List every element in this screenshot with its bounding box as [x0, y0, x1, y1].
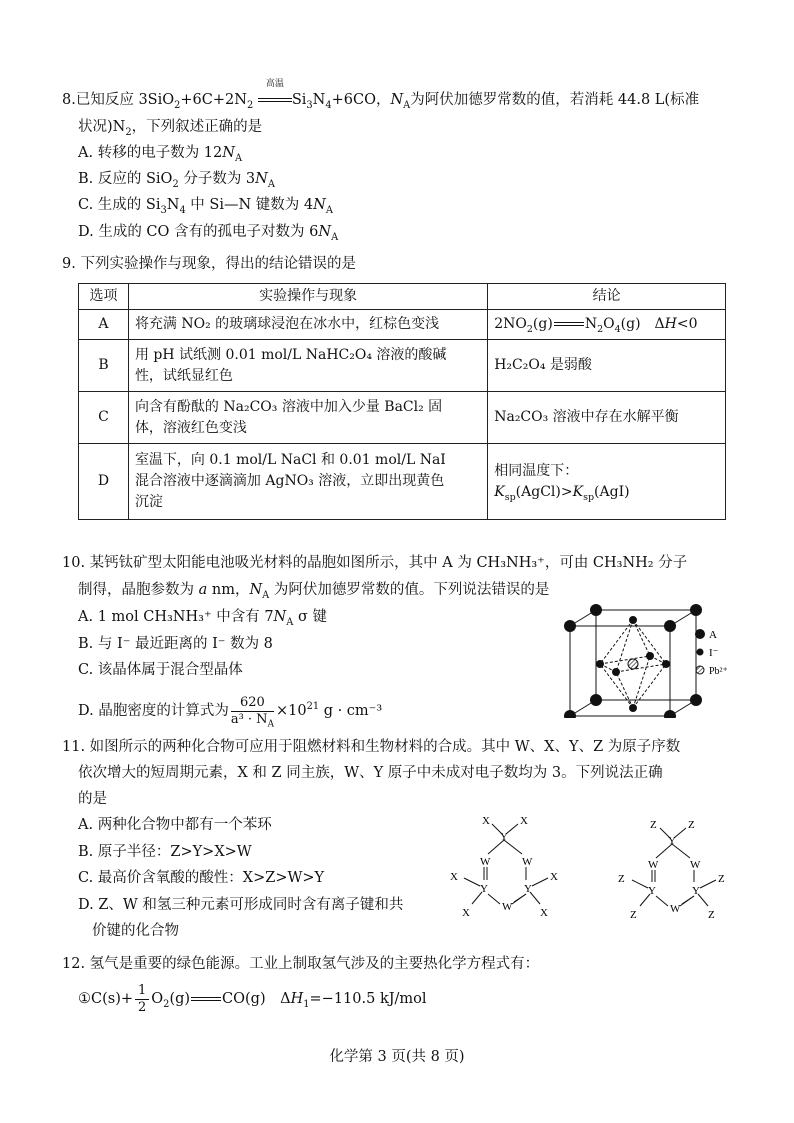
svg-text:W: W [670, 903, 681, 915]
row-c-operation: 向含有酚酞的 Na₂CO₃ 溶液中加入少量 BaCl₂ 固 体，溶液红色变浅 [128, 392, 487, 444]
page-footer: 化学第 3 页(共 8 页) [329, 1049, 465, 1065]
row-a-option: A [79, 310, 129, 340]
q11-option-c: C. 最高价含氧酸的酸性：X>Z>W>Y [78, 870, 325, 886]
legend-lead: Pb²⁺ [709, 666, 728, 677]
row-a-conclusion: $2NO_2(g)$ $N_2O_4(g)$ ΔH<0 [488, 310, 726, 340]
ring-compound-z [610, 818, 740, 926]
q10-option-d: D. 晶胞密度的计算式为 $\frac{620}{a^3 \cdot N_A}$ $\times 10^{21}$ g · cm⁻³ [78, 694, 383, 730]
legend-iodide: I⁻ [709, 647, 719, 659]
q8-option-d: D. 生成的 CO 含有的孤电子对数为 $6N_A$ [78, 224, 339, 243]
crystal-cell-diagram [556, 598, 736, 718]
half-fraction: $\frac{1}{2}$ [135, 983, 149, 1016]
svg-text:Z: Z [718, 873, 725, 885]
q8-line1: 8.已知反应 $3SiO_2+6C+2N_2$ 高温 $Si_3N_4+6CO$，$N_A$为阿伏加德罗常数的值，若消耗 44.8 L(标准 [62, 79, 700, 111]
svg-text:X: X [540, 907, 548, 919]
header-operation: 实验操作与现象 [128, 284, 487, 310]
row-b-operation: 用 pH 试纸测 0.01 mol/L NaHC₂O₄ 溶液的酸碱 性，试纸显红色 [128, 340, 487, 392]
q12-equation-1: ①C(s)+ $\frac{1}{2}$ $O_2(g)$ CO(g) $\Delta H_1=-110.5$ kJ/mol [78, 982, 427, 1015]
row-c-option: C [79, 392, 129, 444]
svg-text:Y: Y [524, 883, 532, 895]
q8-option-a: A. 转移的电子数为 $12N_A$ [78, 145, 243, 164]
svg-text:Z: Z [630, 909, 637, 921]
q11-line3: 的是 [78, 791, 107, 807]
table-header-row [79, 284, 726, 310]
q9-table [78, 283, 726, 520]
q11-option-d-line2: 价键的化合物 [92, 923, 179, 939]
svg-text:W: W [522, 856, 533, 868]
lead-atom [628, 659, 638, 669]
q10-option-a: A. 1 mol CH₃NH₃⁺ 中含有 $7N_A$ σ 键 [78, 609, 327, 628]
q8-line2: 状况)$N_2$，下列叙述正确的是 [78, 119, 263, 138]
q10-option-c: C. 该晶体属于混合型晶体 [78, 662, 243, 678]
q11-option-b: B. 原子半径：Z>Y>X>W [78, 844, 252, 860]
reaction-arrow: 高温 [258, 90, 292, 110]
table-row [79, 310, 726, 340]
svg-text:W: W [502, 901, 513, 913]
svg-text:Z: Z [688, 819, 695, 831]
svg-text:W: W [690, 859, 701, 871]
svg-text:X: X [482, 815, 490, 827]
q11-option-a: A. 两种化合物中都有一个苯环 [78, 817, 272, 833]
svg-text:Y: Y [668, 835, 676, 847]
table-row [79, 444, 726, 520]
header-option: 选项 [79, 284, 129, 310]
svg-text:Z: Z [618, 873, 625, 885]
table-row [79, 392, 726, 444]
q10-line2: 制得，晶胞参数为 a nm，$N_A$ 为阿伏加德罗常数的值。下列说法错误的是 [78, 582, 550, 601]
svg-text:W: W [648, 859, 659, 871]
row-d-option: D [79, 444, 129, 520]
q11-line2: 依次增大的短周期元素，X 和 Z 同主族，W、Y 原子中未成对电子数均为 3。下列说法正确 [78, 765, 663, 781]
svg-text:Z: Z [650, 819, 657, 831]
q10-line1: 10. 某钙钛矿型太阳能电池吸光材料的晶胞如图所示，其中 A 为 CH₃NH₃⁺，可由 CH₃NH₂ 分子 [62, 555, 688, 571]
svg-text:X: X [520, 815, 528, 827]
q10-option-b: B. 与 I⁻ 最近距离的 I⁻ 数为 8 [78, 636, 273, 652]
svg-text:X: X [462, 907, 470, 919]
svg-text:W: W [480, 856, 491, 868]
svg-text:Y: Y [692, 885, 700, 897]
q9-stem: 9. 下列实验操作与现象，得出的结论错误的是 [62, 256, 356, 272]
row-c-conclusion: Na₂CO₃ 溶液中存在水解平衡 [488, 392, 726, 444]
q8-option-b: B. 反应的 SiO$_2$ 分子数为 $3N_A$ [78, 171, 275, 190]
row-d-operation: 室温下，向 0.1 mol/L NaCl 和 0.01 mol/L NaI 混合溶液中逐滴滴加 AgNO₃ 溶液，立即出现黄色 沉淀 [128, 444, 487, 520]
q8-option-c: C. 生成的 $Si_3N_4$ 中 Si—N 键数为 $4N_A$ [78, 197, 333, 216]
svg-text:Y: Y [480, 883, 488, 895]
row-b-option: B [79, 340, 129, 392]
table-row [79, 340, 726, 392]
header-conclusion: 结论 [488, 284, 726, 310]
density-fraction: $\frac{620}{a^3 \cdot N_A}$ [230, 694, 274, 730]
svg-text:Z: Z [708, 909, 715, 921]
ring-compound-x [440, 812, 570, 924]
row-b-conclusion: H₂C₂O₄ 是弱酸 [488, 340, 726, 392]
legend-a: A [709, 629, 717, 641]
svg-text:Y: Y [500, 831, 508, 843]
svg-text:X: X [450, 871, 458, 883]
svg-text:Y: Y [648, 885, 656, 897]
q11-option-d-line1: D. Z、W 和氢三种元素可形成同时含有离子键和共 [78, 897, 404, 913]
q11-line1: 11. 如图所示的两种化合物可应用于阻燃材料和生物材料的合成。其中 W、X、Y、Z 为原子序数 [62, 739, 681, 755]
row-a-operation: 将充满 NO₂ 的玻璃球浸泡在冰水中，红棕色变浅 [128, 310, 487, 340]
q12-line1: 12. 氢气是重要的绿色能源。工业上制取氢气涉及的主要热化学方程式有： [62, 956, 540, 972]
row-d-conclusion: 相同温度下： $K_{sp}(AgCl)>K_{sp}(AgI)$ [488, 444, 726, 520]
svg-text:X: X [550, 871, 558, 883]
